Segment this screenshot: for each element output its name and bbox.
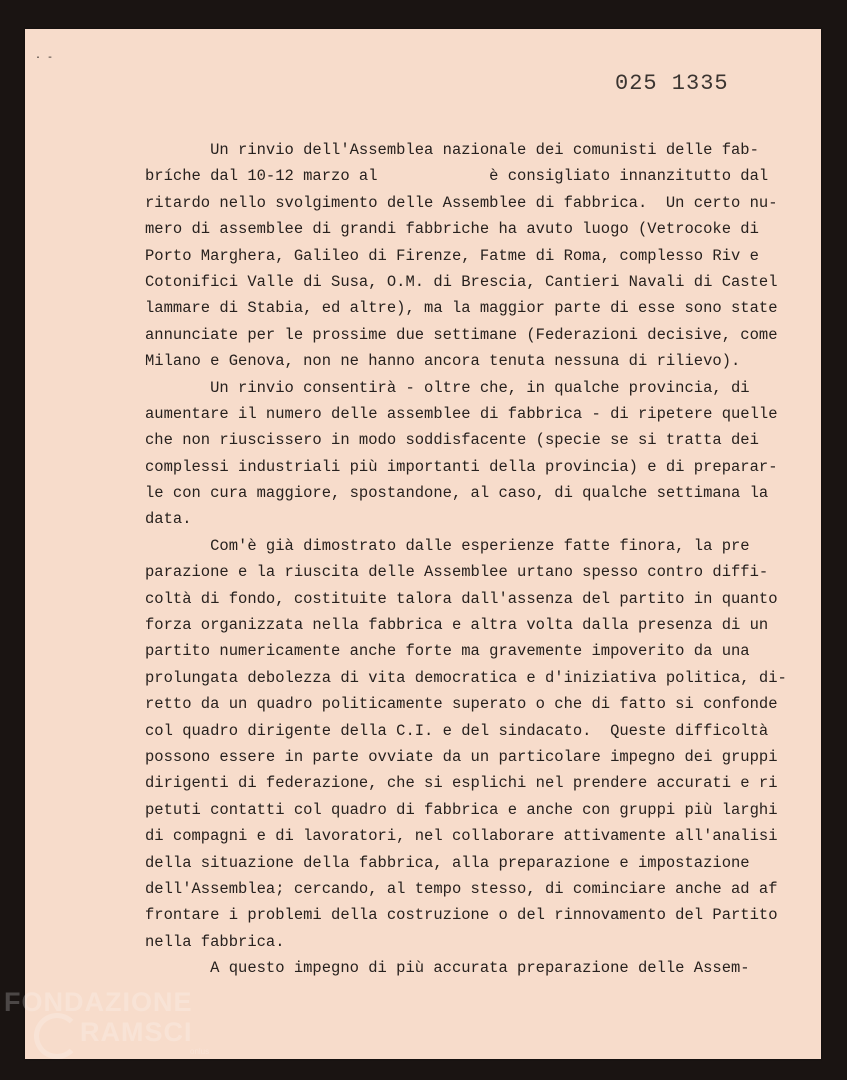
text-line: possono essere in parte ovviate da un particolare impegno dei gruppi (145, 747, 778, 766)
text-line: Porto Marghera, Galileo di Firenze, Fatme di Roma, complesso Riv e (145, 246, 759, 265)
watermark-line-2: RAMSCI (80, 1017, 193, 1047)
text-line: nella fabbrica. (145, 932, 285, 951)
document-page (25, 29, 821, 1059)
text-line: prolungata debolezza di vita democratica e d'iniziativa politica, di- (145, 668, 787, 687)
text-line: Com'è già dimostrato dalle esperienze fatte finora, la pre (145, 536, 750, 555)
text-line: retto da un quadro politicamente superato o che di fatto si confonde (145, 695, 778, 714)
margin-mark: · - (35, 53, 54, 64)
text-line: di compagni e di lavoratori, nel collaborare attivamente all'analisi (145, 827, 778, 846)
text-line: Un rinvio dell'Assemblea nazionale dei comunisti delle fab- (145, 141, 759, 159)
text-line: Milano e Genova, non ne hanno ancora tenuta nessuna di rilievo). (145, 352, 741, 371)
text-line: ritardo nello svolgimento delle Assemblee di fabbrica. Un certo nu- (145, 193, 778, 212)
text-line: che non riuscissero in modo soddisfacente (specie se si tratta dei (145, 431, 759, 450)
text-line: data. (145, 510, 192, 529)
text-line: lammare di Stabia, ed altre), ma la maggior parte di esse sono state (145, 299, 778, 318)
text-line: dirigenti di federazione, che si esplichi nel prendere accurati e ri (145, 774, 778, 793)
document-number: 025 1335 (615, 71, 729, 96)
document-body (145, 137, 815, 982)
watermark-line-1: FONDAZIONE (4, 987, 193, 1017)
watermark-g-logo-icon (34, 1013, 80, 1059)
text-line: coltà di fondo, costituite talora dall'assenza del partito in quanto (145, 589, 778, 608)
text-line: bríche dal 10-12 marzo al è consigliato innanzitutto dal (145, 167, 769, 186)
text-line: della situazione della fabbrica, alla preparazione e impostazione (145, 853, 750, 872)
watermark-line-3: onlus (190, 1047, 210, 1056)
text-line: le con cura maggiore, spostandone, al caso, di qualche settimana la (145, 484, 769, 503)
fondazione-gramsci-watermark (4, 985, 214, 1065)
text-line: annunciate per le prossime due settimane (Federazioni decisive, come (145, 325, 778, 344)
text-line: partito numericamente anche forte ma gravemente impoverito da una (145, 642, 750, 661)
text-line: A questo impegno di più accurata preparazione delle Assem- (145, 959, 750, 978)
text-line: complessi industriali più importanti della provincia) e di preparar- (145, 457, 778, 476)
text-line: frontare i problemi della costruzione o del rinnovamento del Partito (145, 906, 778, 925)
text-line: forza organizzata nella fabbrica e altra volta dalla presenza di un (145, 616, 769, 635)
text-line: parazione e la riuscita delle Assemblee urtano spesso contro diffi- (145, 563, 769, 582)
text-line: petuti contatti col quadro di fabbrica e anche con gruppi più larghi (145, 800, 778, 819)
text-line: col quadro dirigente della C.I. e del sindacato. Queste difficoltà (145, 721, 769, 740)
text-line: Cotonifici Valle di Susa, O.M. di Brescia, Cantieri Navali di Castel (145, 272, 778, 291)
text-line: Un rinvio consentirà - oltre che, in qualche provincia, di (145, 378, 750, 397)
text-line: mero di assemblee di grandi fabbriche ha avuto luogo (Vetrocoke di (145, 220, 759, 239)
text-line: dell'Assemblea; cercando, al tempo stesso, di cominciare anche ad af (145, 879, 778, 898)
text-line: aumentare il numero delle assemblee di fabbrica - di ripetere quelle (145, 404, 778, 423)
